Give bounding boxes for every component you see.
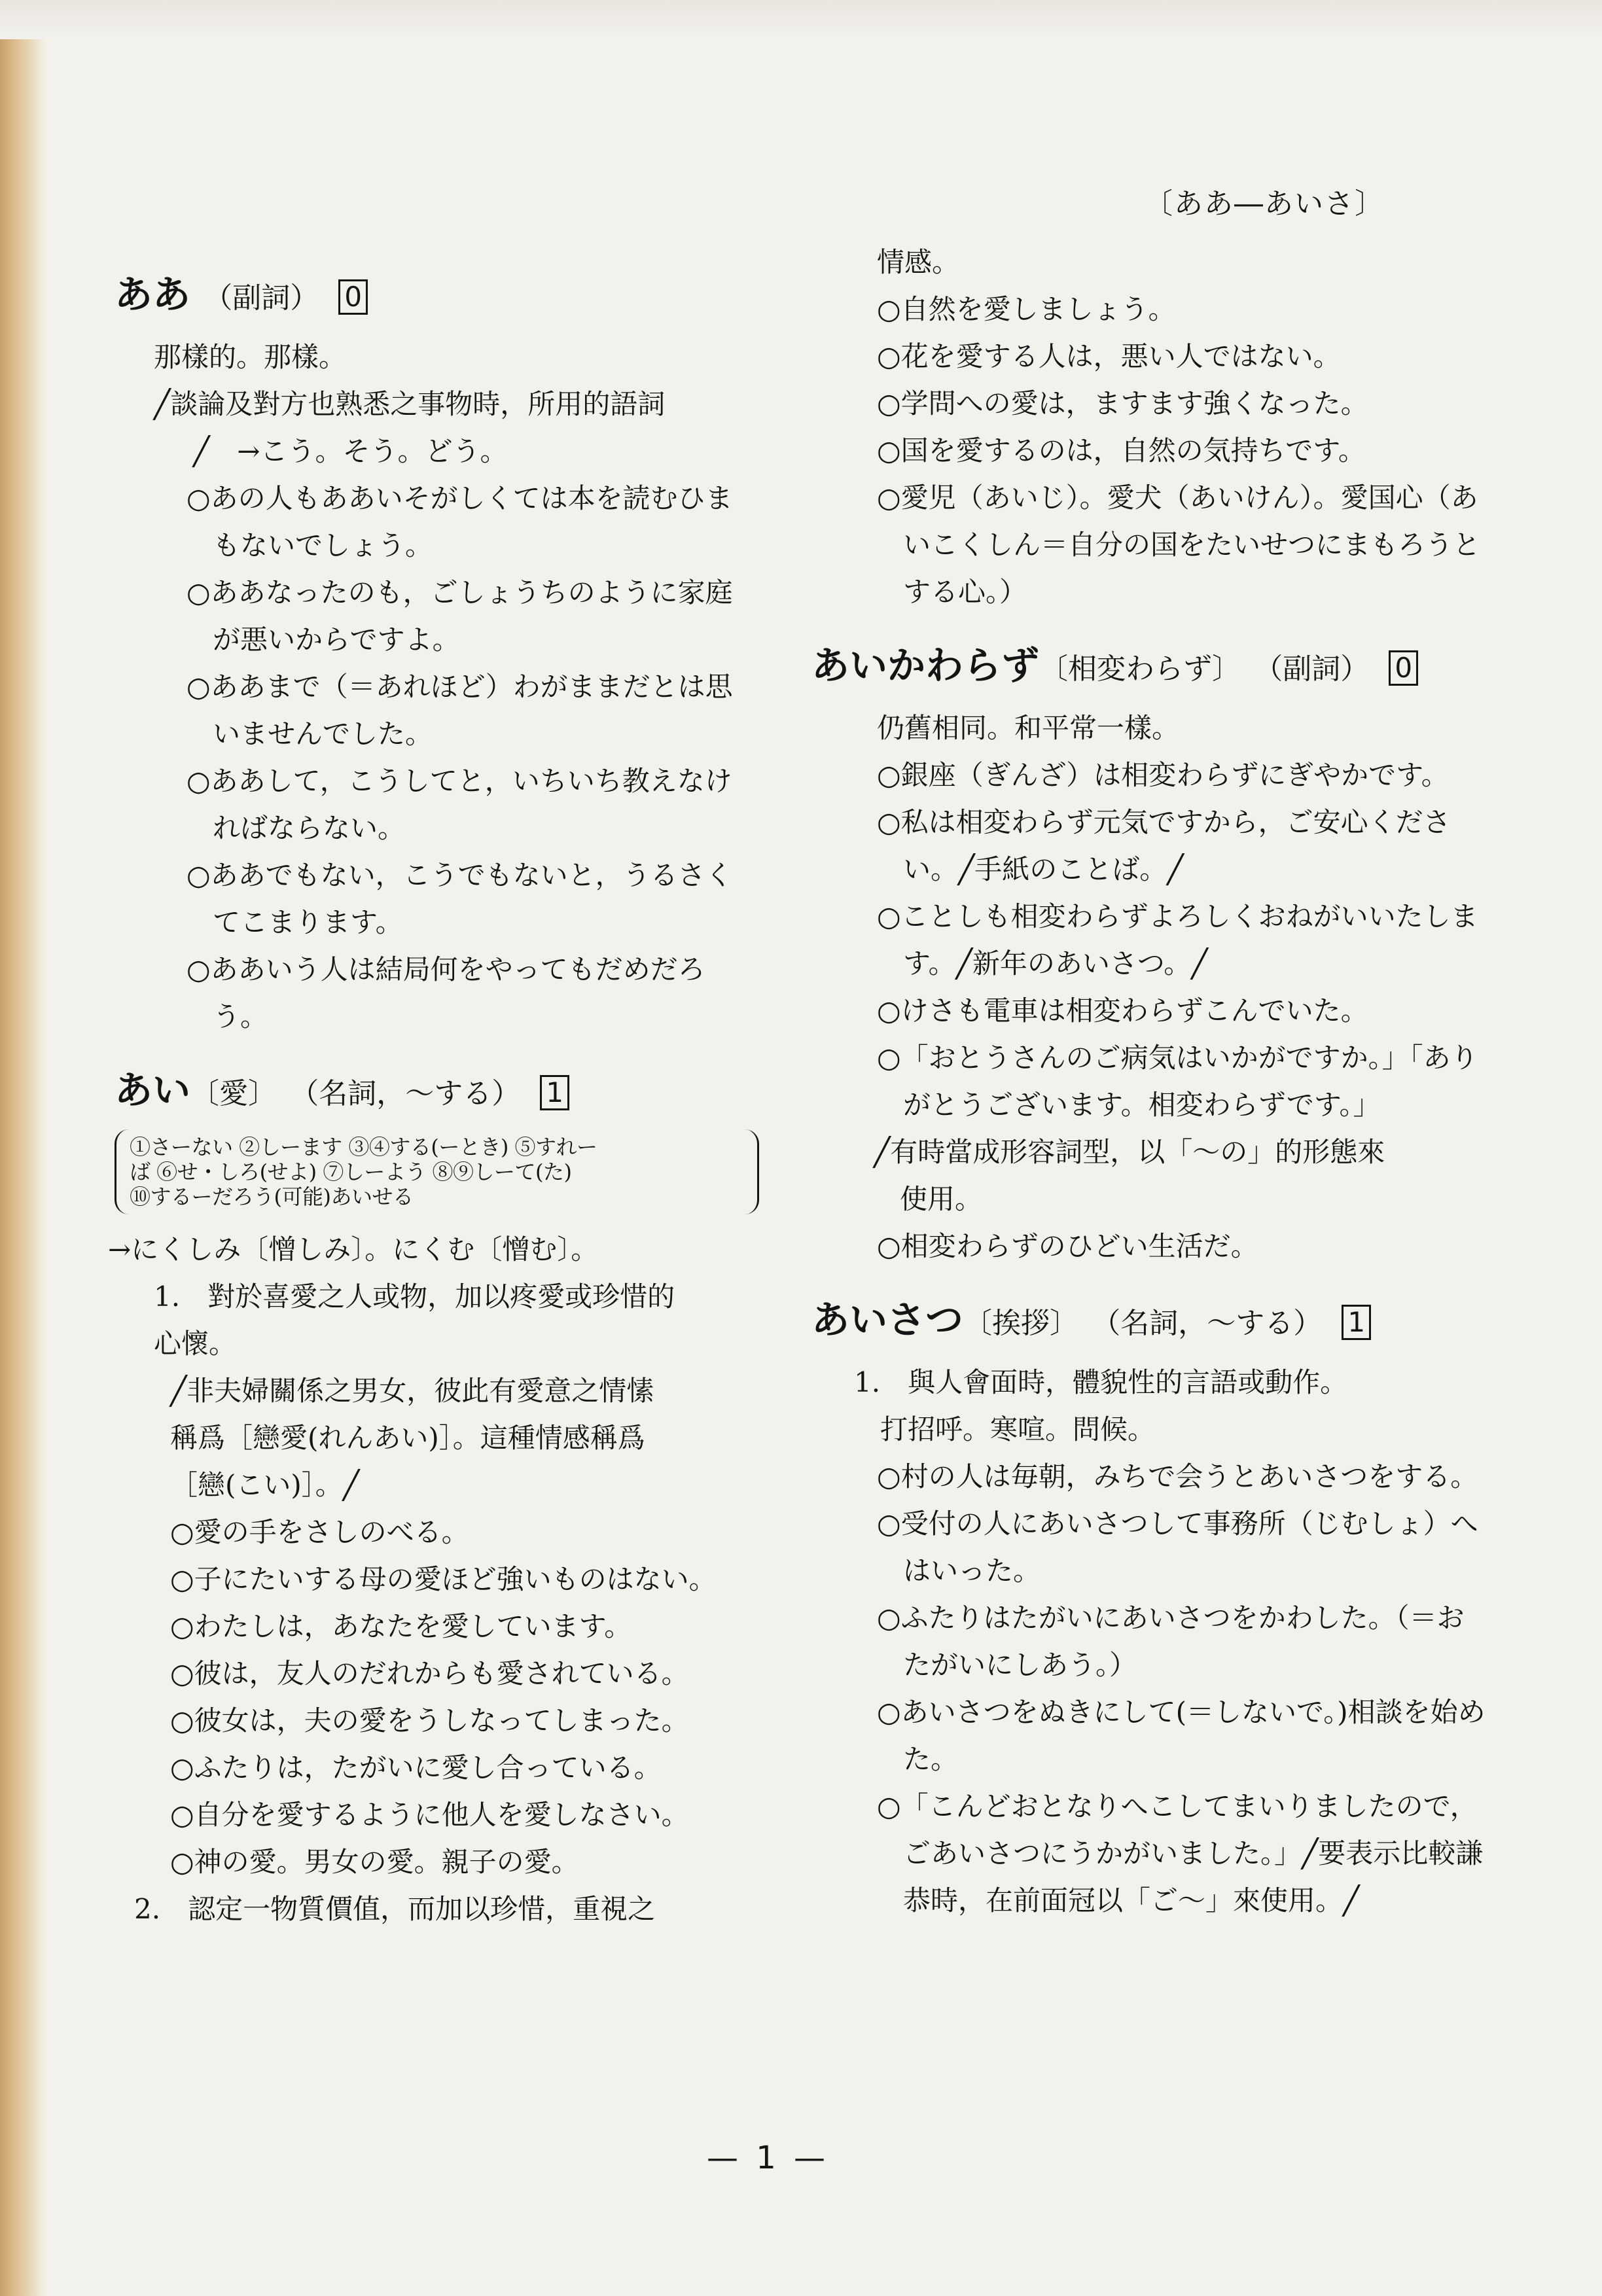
example-sentence: ○けさも電車は相変わらずこんでいた。 <box>877 995 1368 1027</box>
part-of-speech: （副詞） <box>1254 652 1370 686</box>
example-sentence: ○愛児（あいじ）。愛犬（あいけん）。愛国心（あいこくしん＝自分の国をたいせつにまもろうとする心。） <box>877 482 1481 608</box>
note-line: 使用。 <box>900 1183 983 1215</box>
accent-box: 0 <box>338 279 368 315</box>
headword-kanji: 〔相変わらず〕 <box>1039 652 1241 686</box>
conjugation-line: ば ⑥せ・しろ(せよ) ⑦しーよう ⑧⑨しーて(た) <box>130 1159 572 1184</box>
note-line: ╱非夫婦關係之男女，彼此有愛意之情愫 <box>170 1375 654 1407</box>
example-sentence: ○ふたりは，たがいに愛し合っている。 <box>170 1752 662 1784</box>
example-sentence: ○村の人は毎朝，みちで会うとあいさつをする。 <box>877 1460 1478 1492</box>
example-sentence: ○子にたいする母の愛ほど強いものはない。 <box>170 1563 717 1595</box>
example-sentence: ○ことしも相変わらずよろしくおねがいいたします。╱新年のあいさつ。╱ <box>877 900 1478 980</box>
example-sentence: ○ああして，こうしてと，いちいち教えなければならない。 <box>187 765 732 844</box>
right-column <box>811 239 1486 1924</box>
sense-2-cont: 情感。 <box>877 246 960 278</box>
note-line: ╱ →こう。そう。どう。 <box>193 435 508 467</box>
sense-1-cont: 打招呼。寒喧。問候。 <box>880 1413 1156 1445</box>
sense-2: 2. 認定一物質價值，而加以珍惜，重視之 <box>134 1893 656 1925</box>
example-sentence: ○わたしは，あなたを愛しています。 <box>170 1610 632 1642</box>
headword-kanji: 〔挨拶〕 <box>963 1307 1079 1340</box>
conjugation-line: ①さーない ②しーます ③④する(ーとき) ⑤すれー <box>130 1135 597 1159</box>
accent-box: 1 <box>1342 1305 1371 1340</box>
example-sentence: ○自分を愛するように他人を愛しなさい。 <box>170 1799 689 1831</box>
left-column <box>108 262 759 1933</box>
definition-line: 仍舊相同。和平常一樣。 <box>877 712 1180 744</box>
conjugation-line: ⑩するーだろう(可能)あいせる <box>130 1184 414 1209</box>
page-header-range: 〔ああ―あいさ〕 <box>1144 187 1385 221</box>
part-of-speech: （名詞，～する） <box>290 1077 521 1110</box>
note-line: ╱談論及對方也熟悉之事物時，所用的語詞 <box>154 388 666 420</box>
entry-heading-aa <box>115 268 759 325</box>
example-sentence: ○ああでもない，こうでもないと，うるさくてこまります。 <box>187 859 733 938</box>
example-sentence: ○花を愛する人は，悪い人ではない。 <box>877 340 1341 372</box>
part-of-speech: （名詞，～する） <box>1092 1307 1323 1340</box>
note-line: ［戀(こい)］。╱ <box>170 1469 360 1501</box>
page-top-edge <box>0 0 1602 39</box>
sense-1: 1. 對於喜愛之人或物，加以疼愛或珍惜的 <box>154 1280 675 1313</box>
accent-box: 1 <box>540 1075 569 1110</box>
headword-kanji: 〔愛〕 <box>190 1077 277 1110</box>
example-sentence: ○ああいう人は結局何をやってもだめだろう。 <box>187 953 705 1033</box>
headword: あいかわらず <box>811 643 1040 688</box>
example-sentence: ○「おとうさんのご病気はいかがですか。」「ありがとうございます。相変わらずです。」 <box>877 1042 1478 1121</box>
example-sentence: ○相変わらずのひどい生活だ。 <box>877 1230 1258 1262</box>
example-sentence: ○あの人もああいそがしくては本を読むひまもないでしょう。 <box>187 482 733 561</box>
example-sentence: ○「こんどおとなりへこしてまいりましたので，ごあいさつにうかがいました。」╱要表示比較謙恭時，在前面冠以「ご～」來使用。╱ <box>877 1790 1484 1916</box>
example-sentence: ○自然を愛しましょう。 <box>877 293 1176 325</box>
sense-1: 1. 與人會面時，體貌性的言語或動作。 <box>854 1366 1348 1398</box>
example-sentence: ○私は相変わらず元気ですから，ご安心ください。╱手紙のことば。╱ <box>877 806 1451 885</box>
example-sentence: ○神の愛。男女の愛。親子の愛。 <box>170 1846 579 1878</box>
example-sentence: ○国を愛するのは，自然の気持ちです。 <box>877 434 1366 467</box>
definition-line: 那樣的。那樣。 <box>154 341 347 373</box>
example-sentence: ○彼は，友人のだれからも愛されている。 <box>170 1657 689 1689</box>
entry-heading-ai <box>115 1064 759 1120</box>
conjugation-table <box>115 1129 759 1214</box>
example-sentence: ○学問への愛は，ますます強くなった。 <box>877 387 1368 419</box>
sense-1-cont: 心懷。 <box>154 1328 237 1360</box>
note-line: ╱有時當成形容詞型，以「～の」的形態來 <box>874 1136 1385 1168</box>
example-sentence: ○ああなったのも，ごしょうちのように家庭が悪いからですよ。 <box>187 576 733 656</box>
part-of-speech: （副詞） <box>204 281 319 315</box>
cross-reference: →にくしみ〔憎しみ〕。にくむ〔憎む〕。 <box>108 1233 599 1265</box>
example-sentence: ○銀座（ぎんざ）は相変わらずにぎやかです。 <box>877 759 1449 791</box>
accent-box: 0 <box>1389 650 1418 686</box>
book-binding-edge <box>0 0 46 2296</box>
note-line: 稱爲［戀愛(れんあい)］。這種情感稱爲 <box>170 1422 645 1454</box>
example-sentence: ○彼女は，夫の愛をうしなってしまった。 <box>170 1704 689 1737</box>
entry-heading-aikawarazu <box>811 639 1486 696</box>
entry-heading-aisatsu <box>811 1294 1486 1350</box>
example-sentence: ○愛の手をさしのべる。 <box>170 1516 469 1548</box>
example-sentence: ○受付の人にあいさつして事務所（じむしょ）へはいった。 <box>877 1508 1478 1587</box>
example-sentence: ○あいさつをぬきにして(＝しないで。)相談を始めた。 <box>877 1696 1486 1775</box>
headword: あい <box>115 1068 191 1112</box>
headword: あいさつ <box>811 1298 964 1342</box>
headword: ああ <box>115 272 191 317</box>
example-sentence: ○ああまで（＝あれほど）わがままだとは思いませんでした。 <box>187 671 733 750</box>
example-sentence: ○ふたりはたがいにあいさつをかわした。（＝おたがいにしあう。） <box>877 1602 1465 1681</box>
page-number: — 1 — <box>707 2140 830 2176</box>
